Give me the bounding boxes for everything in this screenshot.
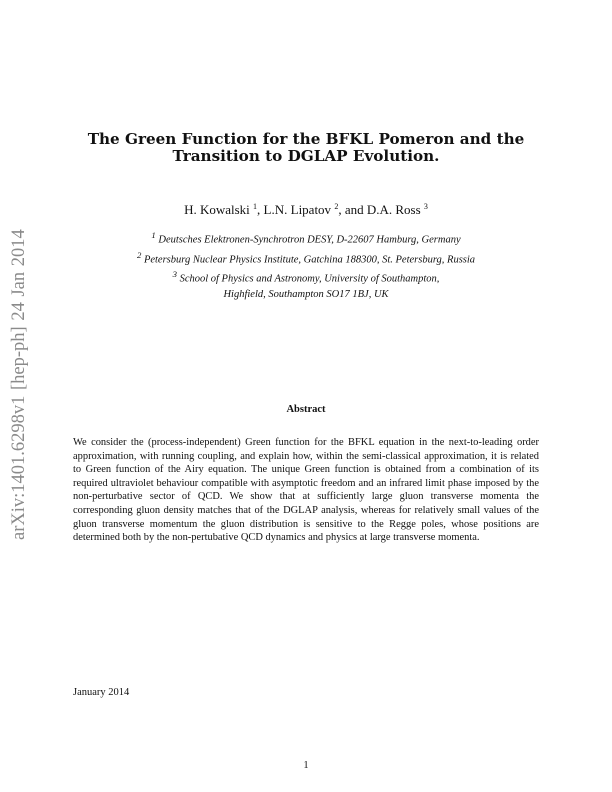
author-name: H. Kowalski (184, 202, 250, 217)
affiliation-3-continued (60, 287, 552, 302)
title-line-1: The Green Function for the BFKL Pomeron and the (87, 130, 525, 148)
paper-title (60, 131, 552, 165)
affiliation-text: School of Physics and Astronomy, University of Southampton, (179, 273, 440, 285)
author-list (60, 199, 552, 218)
affiliation-2 (60, 248, 552, 268)
affiliation-mark: 1 (151, 230, 156, 240)
author-affiliation-mark: 3 (423, 202, 428, 211)
author-name: L.N. Lipatov (263, 202, 332, 217)
author-separator: , and (338, 202, 367, 217)
affiliation-mark: 2 (136, 249, 142, 260)
author-separator: , (257, 202, 264, 217)
page-number: 1 (303, 760, 309, 771)
affiliation-1 (60, 228, 552, 248)
author-affiliation-mark: 1 (253, 202, 258, 211)
affiliation-3 (60, 267, 552, 287)
abstract-heading: Abstract (286, 404, 326, 415)
author-name: D.A. Ross (366, 202, 421, 217)
arxiv-identifier-stamp: arXiv:1401.6298v1 [hep-ph] 24 Jan 2014 (9, 229, 29, 540)
author-affiliation-mark: 2 (334, 202, 339, 211)
affiliations (60, 228, 552, 302)
affiliation-mark: 3 (172, 269, 177, 279)
publication-date: January 2014 (73, 687, 130, 698)
abstract-text: We consider the (process-independent) Green function for the BFKL equation in the next-to-leading order approximation, with running coupling, and explain how, within the semi-classical approximation, it is related to Green function of the Airy equation. The unique Green function is obtained from a combination of its required ultraviolet behaviour compatible with asymptotic freedom and an infrared limit phase imposed by the non-perturbative sector of QCD. We show that at sufficiently large gluon transverse momenta the corresponding gluon density matches that of the DGLAP analysis, whereas for relatively small values of the gluon transverse momentum the gluon distribution is sensitive to the Regge poles, whose positions are determined both by the non-pertubative QCD dynamics and physics at large transverse momenta. (73, 437, 539, 544)
affiliation-text: Highfield, Southampton SO17 1BJ, UK (223, 288, 389, 300)
affiliation-text: Petersburg Nuclear Physics Institute, Gatchina 188300, St. Petersburg, Russia (143, 254, 476, 265)
title-line-2: Transition to DGLAP Evolution. (172, 147, 440, 165)
affiliation-text: Deutsches Elektronen-Synchrotron DESY, D-22607 Hamburg, Germany (158, 234, 461, 246)
